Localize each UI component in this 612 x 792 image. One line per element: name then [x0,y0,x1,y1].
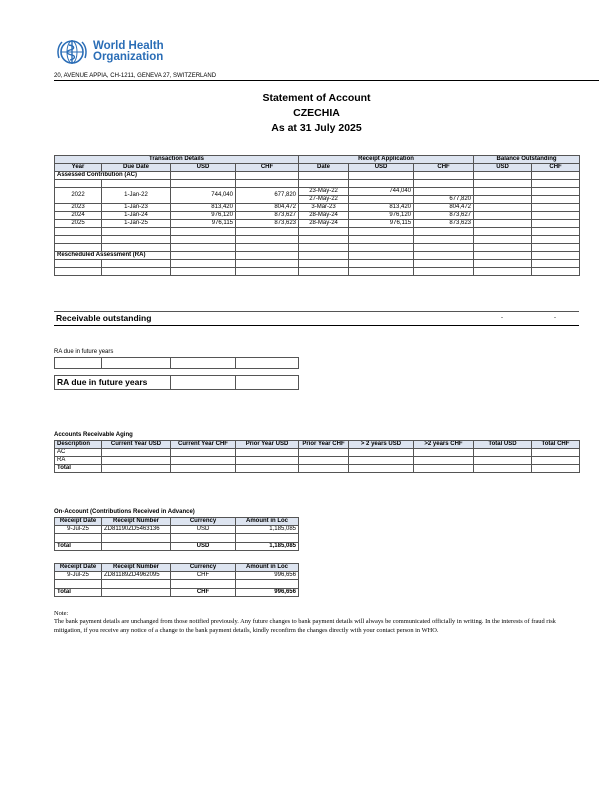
section-ac-label: Assessed Contribution (AC) [55,172,171,180]
statement-table [54,155,580,276]
note [54,610,579,635]
oa-total-amount: 996,656 [236,589,299,597]
aging-row-label: AC [55,449,102,457]
receivable-usd: - [501,315,503,321]
oa-col-number: Receipt Number [102,564,171,572]
aging-col-2y-usd: > 2 years USD [349,441,414,449]
row-usd: 976,120 [171,212,236,220]
on-account-table-usd [54,517,299,551]
row-chf: 677,820 [236,188,299,204]
aging-col-description: Description [55,441,102,449]
row-year: 2025 [55,220,102,228]
oa-total-amount: 1,185,085 [236,543,299,551]
col-due-date: Due Date [102,164,171,172]
oa-date: 9-Jul-25 [55,572,102,580]
row-receipt-chf [414,188,474,196]
section-row-ra [55,252,580,260]
row-chf: 873,627 [236,212,299,220]
oa-col-currency: Currency [171,564,236,572]
table-row [55,212,580,220]
oa-col-number: Receipt Number [102,518,171,526]
col-receipt-chf: CHF [414,164,474,172]
oa-amount: 996,656 [236,572,299,580]
row-receipt-chf: 873,623 [414,220,474,228]
oa-total-label: Total [55,589,102,597]
table-row [55,589,299,597]
row-due: 1-Jan-25 [102,220,171,228]
on-account-header [55,564,299,572]
row-year: 2024 [55,212,102,220]
table-row [55,457,580,465]
row-receipt-usd: 744,040 [349,188,414,196]
row-due: 1-Jan-24 [102,212,171,220]
aging-header [55,441,580,449]
on-account-title: On-Account (Contributions Received in Advance) [54,509,195,515]
receivable-label: Receivable outstanding [56,313,152,323]
oa-number: ZD81190ZD5463136 [102,526,171,534]
note-text: The bank payment details are unchanged from those notified previously. Any future changes to bank payment details will always be communicated officially in writing. In the interests of fraud risk mitigation, if you receive any notice of a change to the bank payment details, kindly reconfirm the changes directly with your contact person in WHO. [54,618,556,634]
table-row [55,543,299,551]
aging-col-cy-chf: Current Year CHF [171,441,236,449]
oa-date: 9-Jul-25 [55,526,102,534]
aging-col-cy-usd: Current Year USD [102,441,171,449]
row-receipt-date: 23-May-22 [299,188,349,196]
oa-total-label: Total [55,543,102,551]
aging-col-total-chf: Total CHF [532,441,580,449]
table-row [55,465,580,473]
row-due: 1-Jan-23 [102,204,171,212]
receivable-chf: - [554,315,556,321]
row-chf: 804,472 [236,204,299,212]
group-transaction: Transaction Details [55,156,299,164]
aging-table [54,440,580,473]
section-row-ac [55,172,580,180]
statement-group-header [55,156,580,164]
row-receipt-usd [349,196,414,204]
org-address: 20, AVENUE APPIA, CH-1211, GENEVA 27, SWITZERLAND [54,73,599,81]
row-receipt-date: 27-May-22 [299,196,349,204]
statement-column-header [55,164,580,172]
title-country: CZECHIA [293,107,340,119]
row-receipt-usd: 976,115 [349,220,414,228]
oa-col-currency: Currency [171,518,236,526]
col-balance-usd: USD [474,164,532,172]
aging-title: Accounts Receivable Aging [54,432,133,438]
oa-col-amount: Amount in Loc [236,564,299,572]
aging-col-py-chf: Prior Year CHF [299,441,349,449]
ra-future-small-label: RA due in future years [54,349,114,355]
table-row [55,449,580,457]
table-row [55,204,580,212]
row-chf: 873,623 [236,220,299,228]
oa-total-currency: CHF [171,589,236,597]
row-receipt-date: 28-May-24 [299,220,349,228]
col-year: Year [55,164,102,172]
oa-total-currency: USD [171,543,236,551]
col-usd: USD [171,164,236,172]
row-receipt-usd: 813,420 [349,204,414,212]
table-row [55,188,580,196]
group-balance: Balance Outstanding [474,156,580,164]
who-logo [54,38,164,66]
row-usd: 813,420 [171,204,236,212]
page-title [54,91,579,136]
oa-col-amount: Amount in Loc [236,518,299,526]
table-row [55,572,299,580]
receivable-table [54,311,579,326]
note-label: Note: [54,610,69,617]
oa-currency: USD [171,526,236,534]
on-account-header [55,518,299,526]
oa-col-date: Receipt Date [55,564,102,572]
on-account-table-chf [54,563,299,597]
title-line1: Statement of Account [262,92,371,104]
group-receipt: Receipt Application [299,156,474,164]
aging-row-label: Total [55,465,102,473]
org-name-line2: Organization [93,51,164,63]
row-due: 1-Jan-22 [102,188,171,204]
title-date: As at 31 July 2025 [271,122,362,134]
row-receipt-chf: 677,820 [414,196,474,204]
col-date: Date [299,164,349,172]
row-receipt-chf: 873,627 [414,212,474,220]
section-ra-label: Rescheduled Assessment (RA) [55,252,171,260]
aging-col-py-usd: Prior Year USD [236,441,299,449]
oa-amount: 1,185,085 [236,526,299,534]
row-receipt-date: 28-May-24 [299,212,349,220]
oa-number: ZD81189ZD4962095 [102,572,171,580]
aging-col-2y-chf: >2 years CHF [414,441,474,449]
row-receipt-usd: 976,120 [349,212,414,220]
ra-future-big-label: RA due in future years [55,376,171,390]
row-receipt-date: 3-Mar-23 [299,204,349,212]
row-usd: 744,040 [171,188,236,204]
table-row [55,220,580,228]
row-year: 2023 [55,204,102,212]
row-receipt-chf: 804,472 [414,204,474,212]
oa-col-date: Receipt Date [55,518,102,526]
col-receipt-usd: USD [349,164,414,172]
oa-currency: CHF [171,572,236,580]
col-chf: CHF [236,164,299,172]
table-row [55,526,299,534]
row-year: 2022 [55,188,102,204]
who-emblem-icon [54,38,90,66]
ra-future-table [54,357,299,369]
org-name-line1: World Health [93,40,164,52]
aging-row-label: RA [55,457,102,465]
col-balance-chf: CHF [532,164,580,172]
row-usd: 976,115 [171,220,236,228]
ra-future-total-table [54,375,299,390]
aging-col-total-usd: Total USD [474,441,532,449]
